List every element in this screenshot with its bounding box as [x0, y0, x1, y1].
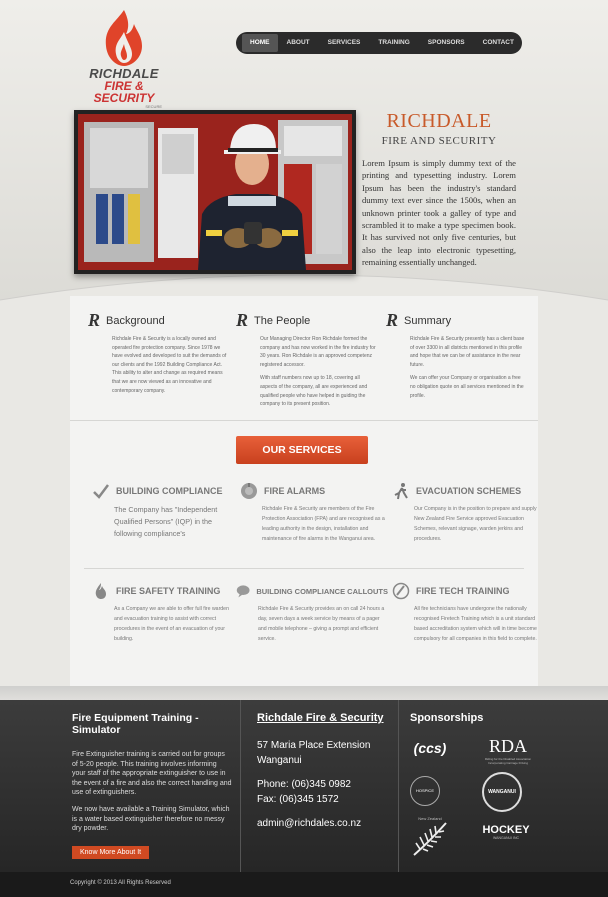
rda-logo-subtext: Riding for the Disabled Association Incorporating Carriage Driving [484, 757, 532, 765]
know-more-button[interactable]: Know More About It [72, 846, 149, 859]
hero-photo-frame [74, 110, 356, 274]
contact-phone[interactable]: Phone: (06)345 0982 [257, 779, 351, 790]
our-services-button[interactable]: OUR SERVICES [236, 436, 368, 464]
service-title: BUILDING COMPLIANCE CALLOUTS [256, 586, 388, 596]
sponsor-nz-hockey-logo[interactable] [410, 816, 450, 862]
service-body: Richdale Fire & Security are members of the Fire Protection Association (FPA) and are recognised as a leading authority in the design, installation and maintenance of fire alarms in the Wanganui area. [262, 506, 385, 542]
contact-fax: Fax: (06)345 1572 [257, 794, 339, 805]
contact-address-line: 57 Maria Place Extension [257, 740, 371, 751]
service-title: EVACUATION SCHEMES [416, 486, 522, 496]
contact-title: Richdale Fire & Security [257, 712, 384, 724]
r-emblem-icon: R [236, 310, 249, 330]
logo-tagline: SECURE [145, 104, 162, 109]
intro-title: The People [254, 314, 311, 327]
hero-photo-firefighter [78, 114, 352, 270]
nav-sponsors[interactable]: SPONSORS [427, 39, 465, 46]
nav-services[interactable]: SERVICES [327, 39, 361, 46]
service-building-compliance [92, 480, 238, 540]
intro-paragraph: Richdale Fire & Security is a locally owned and operated fire protection company. Since 1978 we have evolved and developed to suit the demands of our clients and the 1992 Building Compliance Act. This ability to alter and change as required means that we are now viewed as an innovative and contemporary company. [112, 336, 227, 394]
flame-icon [92, 582, 110, 600]
footer-separator [398, 700, 399, 872]
footer-strip [0, 686, 608, 700]
silver-fern-icon [410, 821, 450, 857]
intro-title: Background [106, 314, 165, 327]
checkmark-icon [92, 482, 110, 500]
intro-title: Summary [404, 314, 452, 327]
flame-logo-icon [98, 8, 150, 68]
bottom-bar [0, 872, 608, 897]
logo-name: RICHDALE [89, 66, 159, 81]
sponsor-hockey-logo[interactable] [478, 824, 534, 840]
service-fire-tech-training [392, 580, 538, 644]
service-fire-alarms [240, 480, 386, 544]
intro-paragraph: We can offer your Company or organisation a free no obligation quote on all services mentioned in the profile. [410, 375, 524, 399]
training-paragraph: Fire Extinguisher training is carried out for groups of 5-20 people. This training involves informing your staff of the appropriate extinguisher to use in the event of a fire and also the correct handling and use of extinguishers. [72, 751, 232, 797]
footer-training [72, 712, 232, 859]
sponsor-wanganui-club-logo[interactable]: WANGANUI [482, 772, 522, 812]
main-nav [236, 32, 522, 54]
service-title: FIRE ALARMS [264, 486, 326, 496]
nav-contact[interactable]: CONTACT [482, 39, 514, 46]
hockey-logo-text: HOCKEY [482, 824, 530, 836]
service-title: FIRE TECH TRAINING [416, 586, 510, 596]
service-body: Richdale Fire & Security provides an on call 24 hours a day, seven days a week service by means of a pager and mobile telephone – giving a prompt and efficient service. [258, 606, 385, 642]
intro-people [236, 310, 376, 414]
services-divider [84, 568, 524, 569]
sponsorships-title: Sponsorships [410, 712, 484, 724]
r-emblem-icon: R [88, 310, 101, 330]
service-title: BUILDING COMPLIANCE [116, 486, 223, 496]
content-panel [70, 296, 538, 688]
hero-text [362, 110, 516, 269]
service-evacuation [392, 480, 538, 544]
training-paragraph: We now have available a Training Simulator, which is a water based extinguisher therefore no messy dry powder. [72, 805, 230, 833]
intro-paragraph: Our Managing Director Ron Richdale formed the company and has now worked in the fire industry for 30 years. Ron Richdale is an approved competenz registered accessor. [260, 336, 376, 368]
footer [0, 700, 608, 872]
training-title: Fire Equipment Training - Simulator [72, 712, 199, 736]
footer-separator [240, 700, 241, 872]
sponsor-hospice-logo[interactable]: HOSPICE [410, 776, 440, 806]
service-body: As a Company we are able to offer full fire warden and evacuation training to assist with correct procedures in the event of an evacuation of your building. [114, 606, 229, 642]
nav-about[interactable]: ABOUT [286, 39, 310, 46]
sponsor-rda-logo[interactable] [478, 736, 538, 765]
footer-contact [257, 712, 397, 833]
alarm-bell-icon [240, 482, 258, 500]
nav-training[interactable]: TRAINING [378, 39, 410, 46]
service-title: FIRE SAFETY TRAINING [116, 586, 221, 596]
copyright: Copyright © 2013 All Rights Reserved [70, 880, 171, 886]
hero-subtitle: FIRE AND SECURITY [381, 135, 497, 147]
intro-background [88, 310, 228, 400]
service-body: Our Company is in the position to prepare and supply New Zealand Fire Service approved Evacuation Schemes, relevant signage, warden jerkins and procedures. [414, 506, 537, 542]
intro-summary [386, 310, 526, 405]
intro-paragraph: With staff numbers now up to 18, covering all aspects of the company, all are experienced and qualified people who have helped in guiding the company to its present position. [260, 375, 368, 408]
intro-paragraph: Richdale Fire & Security presently has a client base of over 3300 in all districts mentioned in this profile and hope that we can be of assistance in the near future. [410, 336, 525, 368]
service-body: All fire technicians have undergone the nationally recognised Firetech Training which is a unit standard based accreditation system which will in time become compulsory for all companies in this field to complete. [414, 606, 537, 642]
section-divider [70, 420, 538, 421]
service-body: The Company has "Independent Qualified Persons" (IQP) in the following compliance's [114, 505, 218, 538]
footer-sponsorships [410, 712, 550, 724]
contact-email[interactable]: admin@richdales.co.nz [257, 818, 362, 829]
service-fire-safety-training [92, 580, 238, 644]
hockey-logo-subtext: WANGANUI INC [492, 836, 520, 840]
logo-subtitle: FIRE & SECURITY [93, 79, 155, 105]
hero-title: RICHDALE [386, 110, 492, 132]
speech-bubble-icon [236, 582, 250, 600]
pencil-circle-icon [392, 582, 410, 600]
logo[interactable] [78, 8, 170, 109]
running-person-icon [392, 482, 410, 500]
service-compliance-callouts [236, 580, 388, 644]
contact-address-line: Wanganui [257, 755, 302, 766]
rda-logo-text: RDA [488, 736, 527, 756]
sponsor-ccs-logo[interactable]: (ccs) [413, 740, 447, 756]
hero-body: Lorem Ipsum is simply dummy text of the printing and typesetting industry. Lorem Ipsum has been the industry's standard dummy text ever since the 1500s, when an unknown printer took a galley of type and scrambled it to make a type specimen book. It has survived not only five centuries, but also the leap into electronic typesetting, remaining essentially unchanged. [362, 158, 516, 268]
nz-logo-text: New Zealand [418, 816, 442, 821]
r-emblem-icon: R [386, 310, 399, 330]
nav-home[interactable]: HOME [242, 34, 278, 52]
